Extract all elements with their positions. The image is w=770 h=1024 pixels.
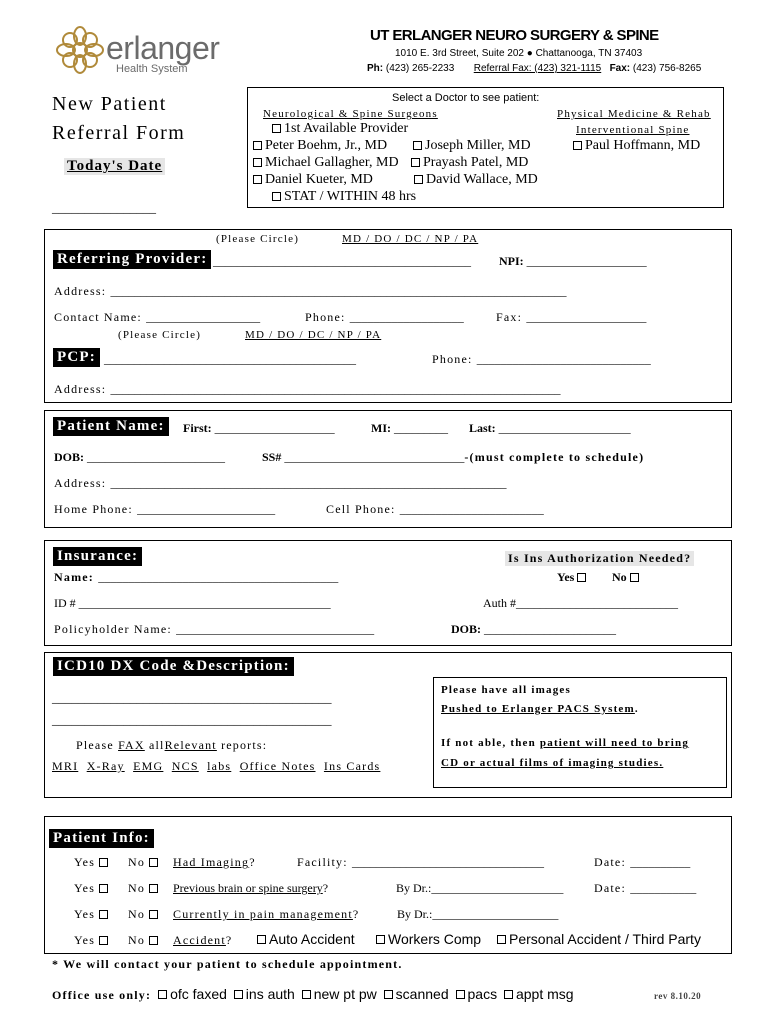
office-use-row	[52, 986, 574, 1003]
checkbox[interactable]	[414, 175, 423, 184]
previous-surgery-yes[interactable]: Yes	[74, 881, 111, 896]
last-name-field[interactable]: Last: ______________________	[469, 421, 631, 435]
auth-no-option[interactable]: No	[612, 570, 642, 585]
credentials-options-2: MD / DO / DC / NP / PA	[245, 329, 382, 341]
report-xray: X-Ray	[86, 759, 125, 773]
checkbox[interactable]	[456, 990, 465, 999]
insurance-header: Insurance:	[53, 547, 142, 566]
facility-field[interactable]: Facility: ________________________________	[297, 855, 544, 869]
new-pt-pw-option[interactable]: new pt pw	[298, 986, 377, 1002]
pain-mgmt-dr-field[interactable]: By Dr.:_____________________	[397, 907, 559, 921]
practice-address: 1010 E. 3rd Street, Suite 202 ● Chattanooga, TN 37403	[395, 48, 643, 59]
insurance-name-field[interactable]: Name: ________________________________________	[54, 570, 339, 584]
checkbox[interactable]	[577, 573, 586, 582]
office-use-label: Office use only:	[52, 988, 152, 1002]
had-imaging-no[interactable]: No	[128, 855, 161, 870]
patient-name-header: Patient Name:	[53, 417, 169, 436]
option-gallagher[interactable]: Michael Gallagher, MD	[253, 155, 399, 171]
option-boehm[interactable]: Peter Boehm, Jr., MD	[253, 138, 387, 154]
contact-name-field[interactable]: Contact Name: ___________________	[54, 310, 261, 324]
contact-note: * We will contact your patient to schedule appointment.	[52, 957, 403, 971]
checkbox[interactable]	[99, 910, 108, 919]
checkbox[interactable]	[413, 141, 422, 150]
contact-fax-field[interactable]: Fax: ____________________	[496, 310, 647, 324]
logo-flower-icon	[56, 26, 104, 74]
checkbox[interactable]	[497, 935, 506, 944]
pain-mgmt-no[interactable]: No	[128, 907, 161, 922]
home-phone-field[interactable]: Home Phone: _______________________	[54, 502, 276, 516]
pacs-option[interactable]: pacs	[452, 986, 497, 1002]
ins-auth-option[interactable]: ins auth	[230, 986, 295, 1002]
report-ncs: NCS	[171, 759, 199, 773]
checkbox[interactable]	[149, 858, 158, 867]
option-miller[interactable]: Joseph Miller, MD	[413, 138, 531, 154]
appt-msg-option[interactable]: appt msg	[500, 986, 573, 1002]
auth-needed-question: Is Ins Authorization Needed?	[505, 551, 694, 566]
patient-address-field[interactable]: Address: __________________________________________________________________	[54, 476, 507, 490]
auth-number-field[interactable]: Auth #___________________________	[483, 596, 678, 610]
option-wallace[interactable]: David Wallace, MD	[414, 172, 538, 188]
practice-phones: Ph: (423) 265-2233 Referral Fax: (423) 321-1115 Fax: (423) 756-8265	[367, 63, 702, 74]
mi-field[interactable]: MI: _________	[371, 421, 448, 435]
pcp-header: PCP:	[53, 348, 100, 367]
report-ins-cards: Ins Cards	[323, 759, 381, 773]
checkbox[interactable]	[99, 884, 108, 893]
npi-field[interactable]: NPI: ____________________	[499, 254, 647, 268]
auth-yes-option[interactable]: Yes	[557, 570, 589, 585]
checkbox[interactable]	[376, 935, 385, 944]
checkbox[interactable]	[99, 936, 108, 945]
checkbox[interactable]	[99, 858, 108, 867]
checkbox[interactable]	[149, 884, 158, 893]
option-kueter[interactable]: Daniel Kueter, MD	[253, 172, 373, 188]
referring-provider-name-field[interactable]: ___________________________________________	[213, 254, 471, 268]
pcp-address-field[interactable]: Address: ___________________________________________________________________________	[54, 382, 561, 396]
report-office-notes: Office Notes	[239, 759, 316, 773]
erlanger-logo	[56, 26, 236, 78]
option-first-available[interactable]: 1st Available Provider	[272, 121, 408, 137]
pmr-heading: Physical Medicine & Rehab	[557, 108, 711, 120]
pain-mgmt-yes[interactable]: Yes	[74, 907, 111, 922]
first-name-field[interactable]: First: ____________________	[183, 421, 335, 435]
previous-surgery-no[interactable]: No	[128, 881, 161, 896]
report-labs: labs	[207, 759, 232, 773]
cd-note-line1: If not able, then patient will need to bring	[441, 737, 690, 749]
checkbox[interactable]	[272, 124, 281, 133]
scanned-option[interactable]: scanned	[380, 986, 449, 1002]
pcp-phone-field[interactable]: Phone: _____________________________	[432, 352, 651, 366]
pcp-name-field[interactable]: __________________________________________	[104, 352, 356, 366]
pacs-note-line2: Pushed to Erlanger PACS System.	[441, 703, 639, 715]
referral-fax: Referral Fax: (423) 321-1115	[473, 63, 602, 74]
report-types-list	[52, 759, 380, 774]
option-patel[interactable]: Prayash Patel, MD	[411, 155, 528, 171]
checkbox[interactable]	[257, 935, 266, 944]
pacs-note-line1: Please have all images	[441, 684, 571, 696]
interventional-spine-heading: Interventional Spine	[576, 124, 690, 136]
logo-subtext: Health System	[116, 63, 188, 75]
please-circle-label-2: (Please Circle)	[118, 329, 202, 341]
checkbox[interactable]	[504, 990, 513, 999]
surgery-date-field[interactable]: Date: ___________	[594, 881, 697, 895]
previous-surgery-label: Previous brain or spine surgery?	[173, 881, 329, 895]
checkbox[interactable]	[149, 910, 158, 919]
logo-wordmark: erlanger	[106, 30, 220, 66]
doctor-select-title: Select a Doctor to see patient:	[392, 92, 540, 104]
personal-accident-option[interactable]: Personal Accident / Third Party	[497, 931, 701, 947]
checkbox[interactable]	[384, 990, 393, 999]
imaging-date-field[interactable]: Date: __________	[594, 855, 691, 869]
checkbox[interactable]	[272, 192, 281, 201]
checkbox[interactable]	[253, 175, 262, 184]
checkbox[interactable]	[630, 573, 639, 582]
accident-no[interactable]: No	[128, 933, 161, 948]
checkbox[interactable]	[234, 990, 243, 999]
checkbox[interactable]	[149, 936, 158, 945]
ssn-field[interactable]: SS# ______________________________-(must complete to schedule)	[262, 450, 645, 464]
checkbox[interactable]	[253, 141, 262, 150]
ofc-faxed-option[interactable]: ofc faxed	[154, 986, 227, 1002]
form-title-line1: New Patient	[52, 93, 167, 115]
revision-label: rev 8.10.20	[654, 991, 702, 1001]
checkbox[interactable]	[573, 141, 582, 150]
credentials-options: MD / DO / DC / NP / PA	[342, 233, 479, 245]
option-hoffmann[interactable]: Paul Hoffmann, MD	[573, 138, 700, 154]
policyholder-name-field[interactable]: Policyholder Name: _________________________________	[54, 622, 375, 636]
referring-provider-header: Referring Provider:	[53, 250, 211, 269]
form-title-line2: Referral Form	[52, 122, 186, 144]
workers-comp-option[interactable]: Workers Comp	[376, 931, 481, 947]
report-mri: MRI	[52, 759, 79, 773]
icd10-header: ICD10 DX Code &Description:	[53, 657, 294, 676]
checkbox[interactable]	[253, 158, 262, 167]
auto-accident-option[interactable]: Auto Accident	[257, 931, 355, 947]
cd-note-line2: CD or actual films of imaging studies.	[441, 757, 664, 769]
checkbox[interactable]	[158, 990, 167, 999]
cell-phone-field[interactable]: Cell Phone: ________________________	[326, 502, 544, 516]
pain-mgmt-label: Currently in pain management?	[173, 907, 360, 921]
checkbox[interactable]	[411, 158, 420, 167]
option-stat[interactable]: STAT / WITHIN 48 hrs	[272, 189, 416, 205]
accident-label: Accident?	[173, 933, 233, 947]
report-emg: EMG	[133, 759, 164, 773]
patient-info-header: Patient Info:	[49, 829, 154, 848]
policyholder-dob-field[interactable]: DOB: ______________________	[451, 622, 616, 636]
todays-date-label: Today's Date	[64, 158, 165, 175]
surgery-dr-field[interactable]: By Dr.:______________________	[396, 881, 564, 895]
insurance-id-field[interactable]: ID # __________________________________________	[54, 596, 331, 610]
contact-phone-field[interactable]: Phone: ___________________	[305, 310, 464, 324]
icd10-line-2[interactable]: ___________________________________________	[52, 712, 332, 727]
accident-yes[interactable]: Yes	[74, 933, 111, 948]
icd10-line-1[interactable]: ___________________________________________	[52, 690, 332, 705]
referring-address-field[interactable]: Address: ____________________________________________________________________________	[54, 284, 567, 298]
todays-date-field[interactable]: ________________	[52, 200, 156, 215]
dob-field[interactable]: DOB: _______________________	[54, 450, 225, 464]
had-imaging-label: Had Imaging?	[173, 855, 256, 869]
checkbox[interactable]	[302, 990, 311, 999]
had-imaging-yes[interactable]: Yes	[74, 855, 111, 870]
please-circle-label: (Please Circle)	[216, 233, 300, 245]
practice-title: UT ERLANGER NEURO SURGERY & SPINE	[370, 27, 659, 44]
fax-reports-instruction: Please FAX allRelevant reports:	[76, 738, 268, 752]
neuro-surgeons-heading: Neurological & Spine Surgeons	[263, 108, 438, 120]
